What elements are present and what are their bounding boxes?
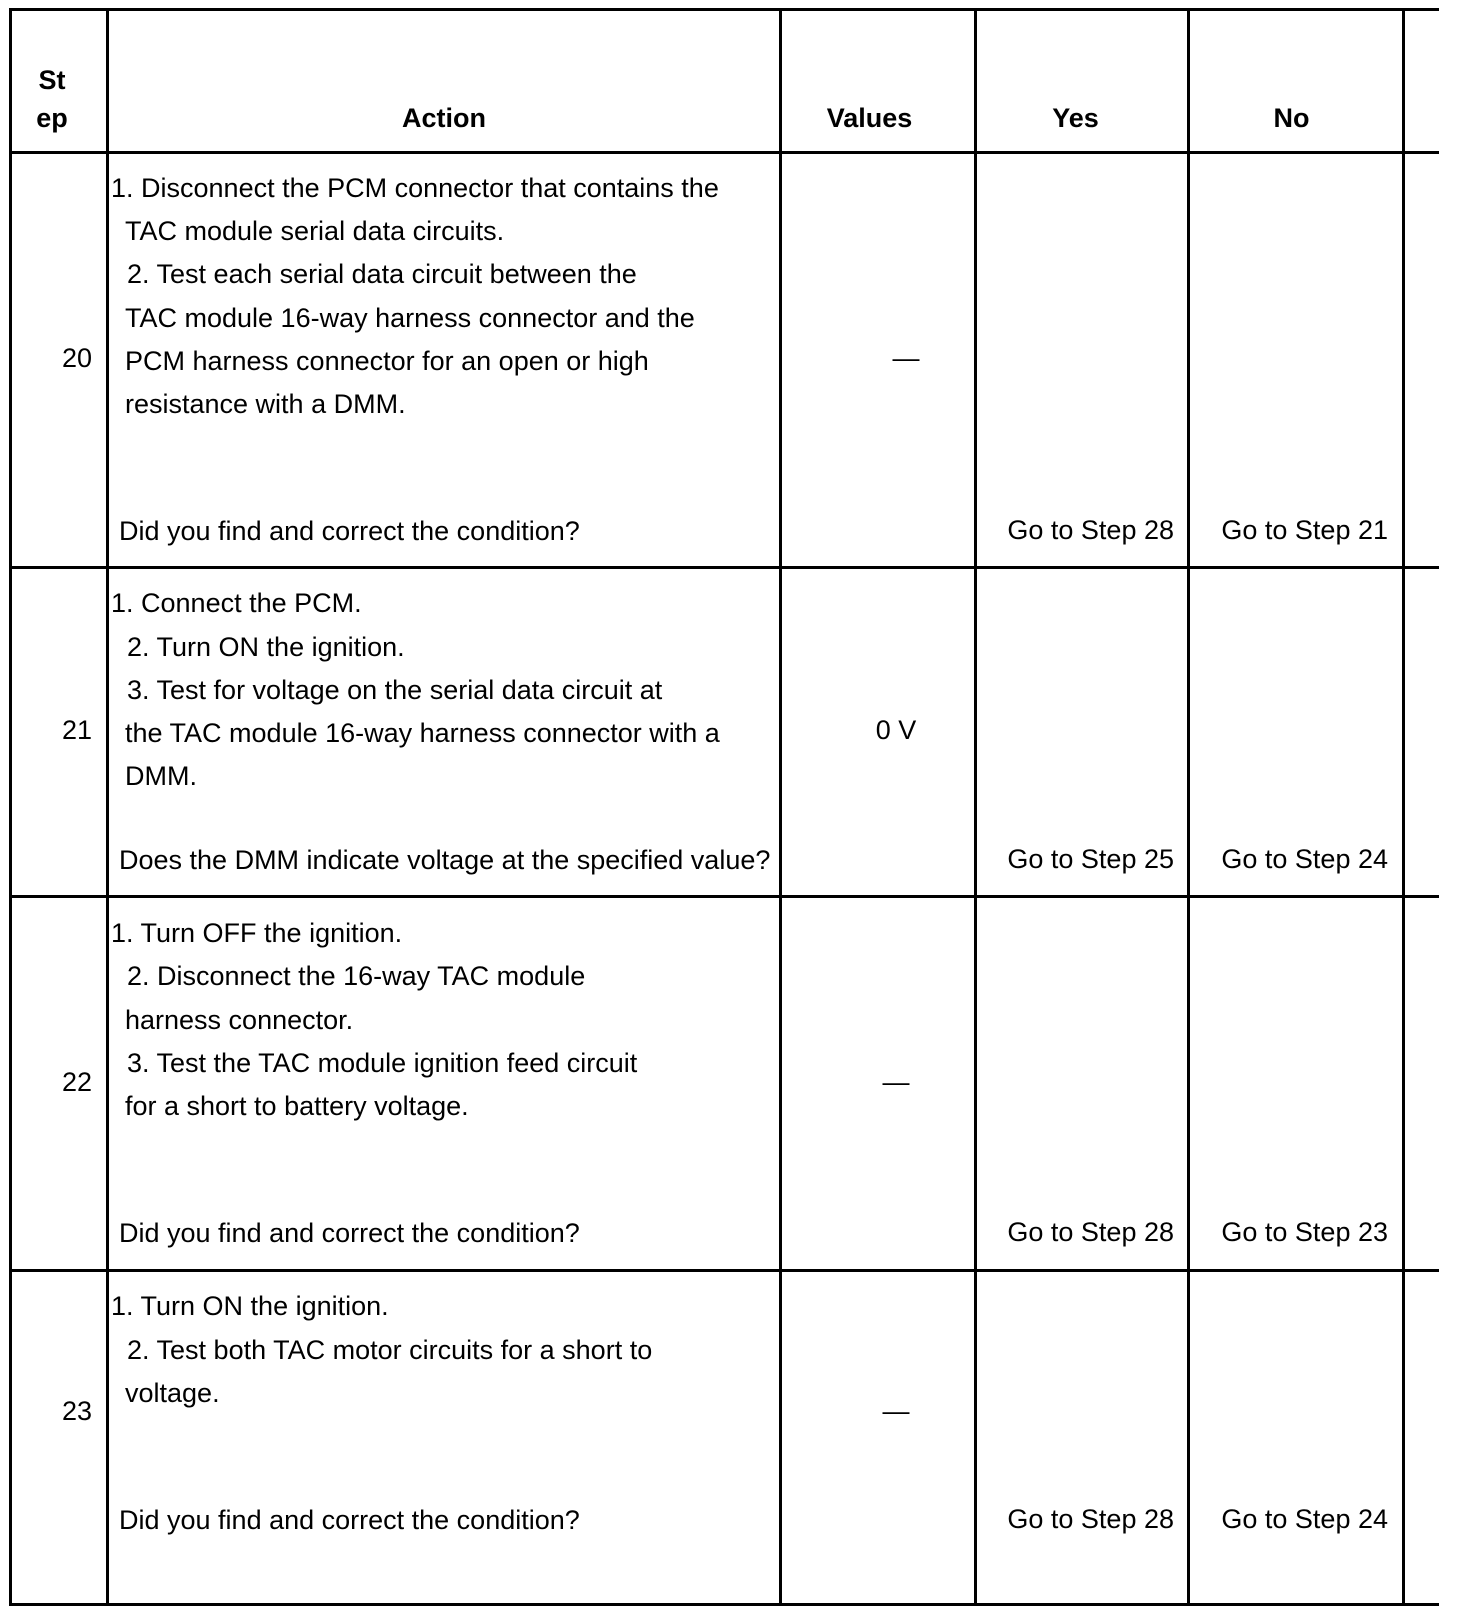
- action-line: TAC module serial data circuits.: [125, 216, 505, 246]
- action-line: the TAC module 16-way harness connector with a: [125, 718, 720, 748]
- value-cell: —: [882, 1396, 910, 1426]
- row-divider-22: [9, 1269, 1439, 1272]
- no-cell: Go to Step 24: [1221, 844, 1388, 874]
- action-question: Did you find and correct the condition?: [119, 1218, 580, 1248]
- action-line: 2. Test each serial data circuit between the: [127, 259, 637, 289]
- action-question: Does the DMM indicate voltage at the specified value?: [119, 845, 771, 875]
- row-divider-21: [9, 895, 1439, 898]
- action-line: PCM harness connector for an open or high: [125, 346, 649, 376]
- action-line: harness connector.: [125, 1005, 354, 1035]
- no-cell: Go to Step 23: [1221, 1217, 1388, 1247]
- action-line: DMM.: [125, 761, 197, 791]
- yes-cell: Go to Step 28: [1007, 515, 1174, 545]
- value-cell: —: [892, 343, 920, 373]
- step-number: 23: [61, 1396, 92, 1426]
- action-question: Did you find and correct the condition?: [119, 1505, 580, 1535]
- diagnostic-table: [9, 8, 1439, 1606]
- table-border-bottom: [9, 1603, 1439, 1606]
- action-line: 1. Connect the PCM.: [111, 588, 362, 618]
- action-line: resistance with a DMM.: [125, 389, 406, 419]
- header-step: [12, 61, 92, 137]
- header-step-line1: St: [38, 65, 66, 95]
- action-line: 3. Test the TAC module ignition feed circuit: [127, 1048, 638, 1078]
- header-values: Values: [826, 103, 913, 133]
- header-no: No: [1273, 103, 1310, 133]
- action-line: 1. Turn OFF the ignition.: [111, 918, 403, 948]
- action-question: Did you find and correct the condition?: [119, 516, 580, 546]
- value-cell: —: [882, 1067, 910, 1097]
- action-line: 2. Disconnect the 16-way TAC module: [127, 961, 586, 991]
- table-border-right: [1402, 8, 1405, 1606]
- action-line: 2. Turn ON the ignition.: [127, 632, 405, 662]
- no-cell: Go to Step 24: [1221, 1504, 1388, 1534]
- action-line: voltage.: [125, 1378, 220, 1408]
- header-divider: [9, 151, 1439, 154]
- col-divider-yes: [1187, 8, 1190, 1606]
- col-divider-values: [974, 8, 977, 1606]
- value-cell: 0 V: [875, 715, 917, 745]
- action-line: 1. Disconnect the PCM connector that contains the: [111, 173, 719, 203]
- step-number: 21: [61, 715, 92, 745]
- header-action: Action: [402, 103, 486, 133]
- step-number: 22: [61, 1067, 92, 1097]
- action-line: 1. Turn ON the ignition.: [111, 1291, 389, 1321]
- table-border-top: [9, 8, 1439, 11]
- no-cell: Go to Step 21: [1221, 515, 1388, 545]
- col-divider-action: [779, 8, 782, 1606]
- yes-cell: Go to Step 28: [1007, 1217, 1174, 1247]
- action-line: 3. Test for voltage on the serial data circuit at: [127, 675, 663, 705]
- action-line: TAC module 16-way harness connector and the: [125, 303, 695, 333]
- yes-cell: Go to Step 25: [1007, 844, 1174, 874]
- yes-cell: Go to Step 28: [1007, 1504, 1174, 1534]
- action-line: 2. Test both TAC motor circuits for a short to: [127, 1335, 653, 1365]
- action-line: for a short to battery voltage.: [125, 1091, 469, 1121]
- row-divider-20: [9, 566, 1439, 569]
- header-yes: Yes: [1052, 103, 1099, 133]
- step-number: 20: [61, 343, 92, 373]
- header-step-line2: ep: [36, 103, 68, 133]
- col-divider-step: [106, 8, 109, 1606]
- table-border-left: [9, 8, 12, 1606]
